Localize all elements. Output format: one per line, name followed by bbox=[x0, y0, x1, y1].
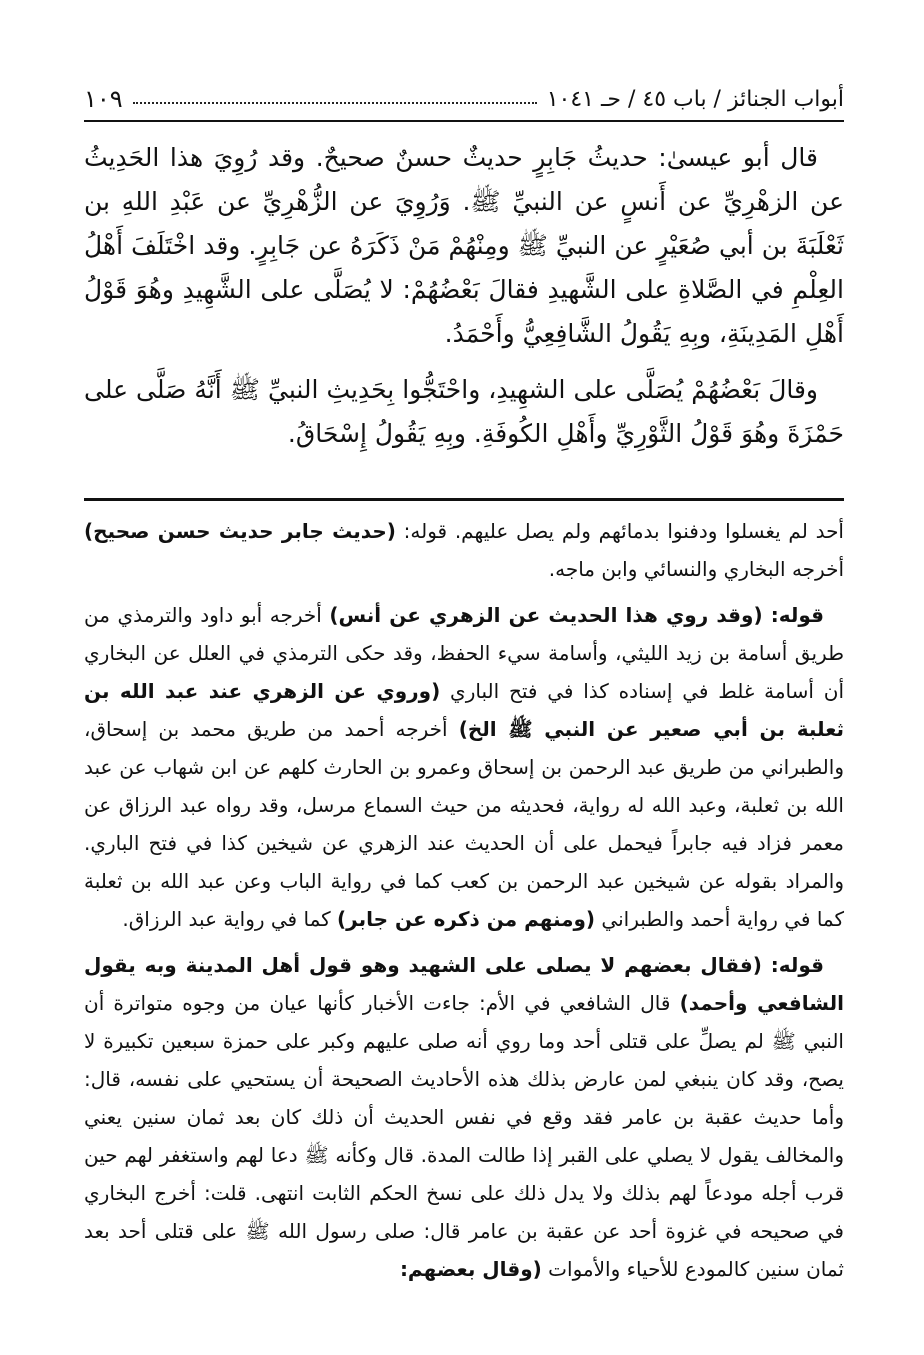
note-label: قوله: bbox=[761, 953, 824, 977]
quoted-lemma: (حديث جابر حديث حسن صحيح) bbox=[84, 519, 396, 543]
note-text: قال الشافعي في الأم: جاءت الأخبار كأنها عيان من وجوه متواترة أن النبي ﷺ لم يصلِّ على قتلى أحد وما روي أنه صلى عليهم وكبر على حمزة سبعين تكبيرة لا يصح، وقد كان ينبغي لمن عارض بذلك هذه الأحاديث الصحيحة أن يستحيي على نفسه، قال: وأما حديث عقبة بن عامر فقد وقع في نفس الحديث أن ذلك كان بعد ثمان سنين يعني والمخالف يقول لا يصلي على القبر إذا طالت المدة. قال وكأنه ﷺ دعا لهم واستغفر لهم حين قرب أجله مودعاً لهم بذلك ولا يدل ذلك على نسخ الحكم الثابت انتهى. قلت: أخرج البخاري في صحيحه في غزوة أحد عن عقبة بن عامر قال: صلى رسول الله ﷺ على قتلى أحد بعد ثمان سنين كالمودع للأحياء والأموات bbox=[84, 991, 844, 1281]
main-paragraph-1: قال أبو عيسىٰ: حديثُ جَابِرٍ حديثٌ حسنٌ صحيحٌ. وقد رُوِيَ هذا الحَدِيثُ عن الزهْرِيِّ عن أَنسٍ عن النبيِّ ﷺ. وَرُوِيَ عن الزُّهْرِيِّ عن عَبْدِ اللهِ بن ثَعْلَبَةَ بن أبي صُعَيْرٍ عن النبيِّ ﷺ ومِنْهُمْ مَنْ ذَكَرَهُ عن جَابِرٍ. وقد اخْتَلَفَ أَهْلُ العِلْمِ في الصَّلاةِ على الشَّهيدِ فقالَ بَعْضُهُمْ: لا يُصَلَّى على الشَّهِيدِ وهُوَ قَوْلُ أَهْلِ المَدِينَةِ، وبِهِ يَقُولُ الشَّافِعِيُّ وأَحْمَدُ. bbox=[84, 143, 844, 348]
page-number: ١٠٩ bbox=[84, 85, 123, 113]
note-text: أخرجه البخاري والنسائي وابن ماجه. bbox=[548, 557, 844, 581]
commentary-paragraph-3 bbox=[84, 946, 844, 1288]
commentary bbox=[84, 512, 844, 1288]
main-text bbox=[84, 136, 844, 456]
note-text: أحد لم يغسلوا ودفنوا بدمائهم ولم يصل عليهم. قوله: bbox=[395, 519, 844, 543]
quoted-lemma: (وقال بعضهم: bbox=[399, 1257, 542, 1281]
running-title: أبواب الجنائز / باب ٤٥ / حـ ١٠٤١ bbox=[546, 86, 844, 112]
quoted-lemma: (ومنهم من ذكره عن جابر) bbox=[337, 907, 596, 931]
main-paragraph-2: وقالَ بَعْضُهُمْ يُصَلَّى على الشهِيدِ، واحْتَجُّوا بِحَدِيثِ النبيِّ ﷺ أَنَّهُ صَلَّى على حَمْزَةَ وهُوَ قَوْلُ الثَّوْرِيِّ وأَهْلِ الكُوفَةِ. وبِهِ يَقُولُ إِسْحَاقُ. bbox=[84, 375, 844, 448]
note-text: أخرجه أبو داود والترمذي من طريق أسامة بن زيد الليثي، وأسامة سيء الحفظ، وقد حكى الترمذي في العلل عن البخاري أن أسامة غلط في إسناده كذا في فتح الباري bbox=[84, 603, 844, 703]
header-rule bbox=[84, 120, 844, 122]
note-label: قوله: bbox=[762, 603, 824, 627]
quoted-lemma: (وروي عن الزهري عند عبد الله بن ثعلبة بن أبي صعير عن النبي ﷺ الخ) bbox=[84, 679, 844, 741]
commentary-paragraph-1 bbox=[84, 512, 844, 588]
dotted-leader bbox=[133, 102, 537, 104]
running-header bbox=[84, 82, 844, 116]
note-text: أخرجه أحمد من طريق محمد بن إسحاق، والطبراني من طريق عبد الرحمن بن إسحاق وعمرو بن الحارث كلهم عن ابن شهاب عن عبد الله بن ثعلبة، وعبد الله له رواية، فحديثه من حيث السماع مرسل، وقد رواه عبد الرزاق عن معمر فزاد فيه جابراً فيحمل على أن الحديث عند الزهري عن شيخين كذا في فتح الباري. والمراد بقوله عن شيخين عبد الرحمن بن كعب كما في رواية الباب وعن عبد الله بن ثعلبة كما في رواية أحمد والطبراني bbox=[84, 717, 844, 931]
note-text: كما في رواية عبد الرزاق. bbox=[122, 907, 338, 931]
commentary-paragraph-2 bbox=[84, 596, 844, 938]
quoted-lemma: (فقال بعضهم لا يصلى على الشهيد وهو قول أهل المدينة وبه يقول الشافعي وأحمد) bbox=[84, 953, 845, 1015]
footnote-separator bbox=[84, 498, 844, 501]
quoted-lemma: (وقد روي هذا الحديث عن الزهري عن أنس) bbox=[329, 603, 763, 627]
